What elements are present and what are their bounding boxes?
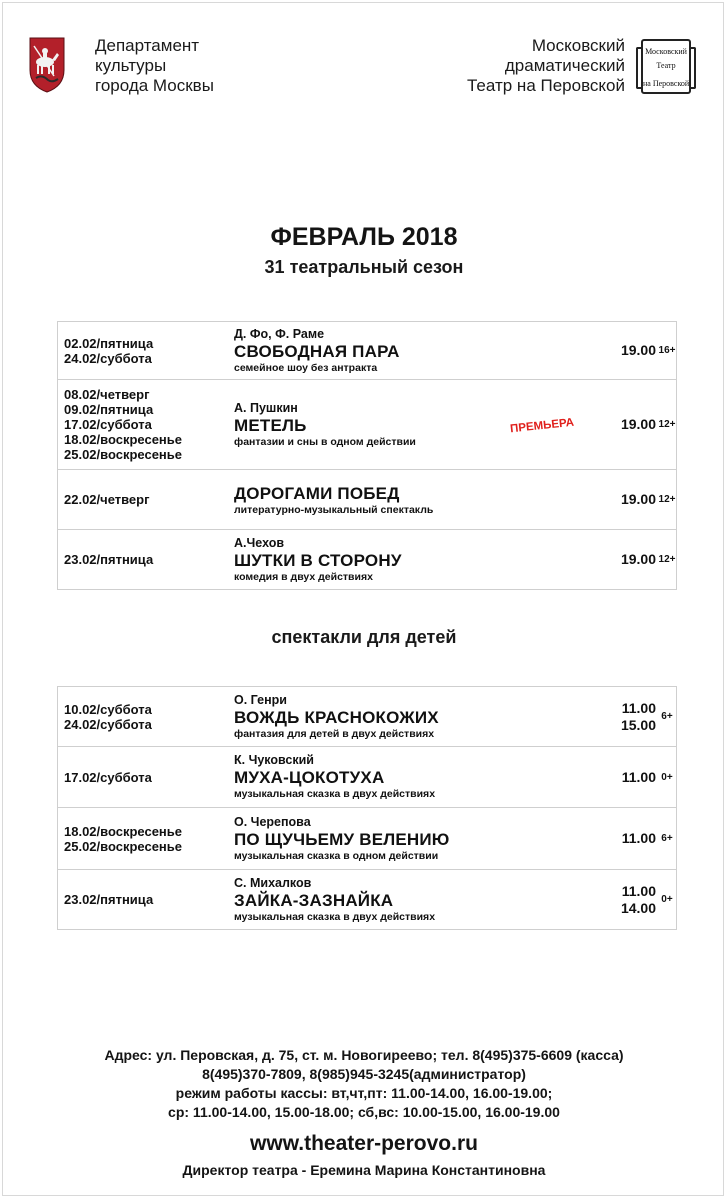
theatre-logo-line: на Перовской xyxy=(643,79,690,88)
kids-shows-table xyxy=(57,686,677,930)
show-author: А.Чехов xyxy=(234,535,285,550)
show-dates: 18.02/воскресенье 25.02/воскресенье xyxy=(64,823,183,854)
show-row xyxy=(58,380,676,470)
show-genre: комедия в двух действиях xyxy=(234,570,373,583)
show-row xyxy=(58,322,676,380)
show-time: 11.00 15.00 xyxy=(620,699,656,733)
show-info xyxy=(234,687,564,746)
premiere-badge: ПРЕМЬЕРА xyxy=(509,416,575,436)
show-dates: 23.02/пятница xyxy=(64,552,154,567)
show-title: ШУТКИ В СТОРОНУ xyxy=(234,550,402,570)
show-author: О. Черепова xyxy=(234,814,311,829)
show-title: ВОЖДЬ КРАСНОКОЖИХ xyxy=(234,707,439,727)
show-row xyxy=(58,470,676,530)
box-office-hours: режим работы кассы: вт,чт,пт: 11.00-14.00, 16.00-19.00; xyxy=(175,1085,553,1101)
age-rating: 0+ xyxy=(661,894,673,905)
age-rating: 6+ xyxy=(661,833,673,844)
show-title: СВОБОДНАЯ ПАРА xyxy=(234,341,400,361)
theatre-logo xyxy=(636,34,696,98)
show-row xyxy=(58,870,676,930)
show-genre: литературно-музыкальный спектакль xyxy=(234,503,434,516)
show-author: Д. Фо, Ф. Раме xyxy=(234,326,325,341)
age-rating: 16+ xyxy=(658,345,676,356)
show-dates: 02.02/пятница 24.02/суббота xyxy=(64,335,154,366)
main-shows-table xyxy=(57,321,677,590)
show-genre: музыкальная сказка в двух действиях xyxy=(234,788,436,800)
show-dates: 08.02/четверг 09.02/пятница 17.02/суббота 18.02/воскресенье 25.02/воскресенье xyxy=(64,387,183,462)
show-genre: фантазия для детей в двух действиях xyxy=(234,727,435,740)
box-office-hours: ср: 11.00-14.00, 15.00-18.00; сб,вс: 10.00-15.00, 16.00-19.00 xyxy=(168,1104,560,1120)
show-genre: музыкальная сказка в одном действии xyxy=(234,849,439,862)
age-rating: 12+ xyxy=(658,494,676,505)
show-dates: 23.02/пятница xyxy=(64,892,154,907)
show-author: С. Михалков xyxy=(234,875,312,890)
show-row xyxy=(58,687,676,747)
show-row xyxy=(58,530,676,590)
moscow-coat-of-arms-icon xyxy=(28,36,66,94)
theatre-name: Московский драматический Театр на Перовской xyxy=(467,36,625,95)
page-border xyxy=(2,2,724,1196)
show-time: 19.00 xyxy=(620,416,656,432)
department-name: Департамент культуры города Москвы xyxy=(95,36,214,95)
show-info xyxy=(234,322,564,379)
address: Адрес: ул. Перовская, д. 75, ст. м. Новогиреево; тел. 8(495)375-6609 (касса) xyxy=(104,1047,624,1063)
show-dates: 17.02/суббота xyxy=(64,769,152,785)
show-time: 19.00 xyxy=(620,342,656,358)
season-title: 31 театральный сезон xyxy=(264,257,464,277)
director: Директор театра - Еремина Марина Константиновна xyxy=(182,1162,546,1178)
footer-info xyxy=(0,1046,728,1122)
show-author: А. Пушкин xyxy=(234,400,298,415)
show-info xyxy=(234,870,564,929)
show-title: МУХА-ЦОКОТУХА xyxy=(234,768,385,787)
show-time: 11.00 14.00 xyxy=(620,882,656,916)
show-title: МЕТЕЛЬ xyxy=(234,415,307,435)
show-title: ДОРОГАМИ ПОБЕД xyxy=(234,483,400,503)
show-dates: 10.02/суббота 24.02/суббота xyxy=(64,701,152,732)
phones: 8(495)370-7809, 8(985)945-3245(администратор) xyxy=(202,1066,526,1082)
show-info xyxy=(234,470,564,529)
show-time: 11.00 xyxy=(621,830,656,846)
age-rating: 6+ xyxy=(661,711,673,722)
theatre-logo-line: Театр xyxy=(656,61,676,70)
age-rating: 12+ xyxy=(658,554,676,565)
age-rating: 0+ xyxy=(661,771,673,783)
show-time: 11.00 xyxy=(621,768,656,785)
theatre-logo-line: Московский xyxy=(645,47,687,56)
show-info xyxy=(234,530,564,589)
show-genre: музыкальная сказка в двух действиях xyxy=(234,910,436,923)
show-info xyxy=(234,747,564,807)
show-author: О. Генри xyxy=(234,692,287,707)
show-time: 19.00 xyxy=(620,551,656,567)
show-title: ЗАЙКА-ЗАЗНАЙКА xyxy=(234,890,394,910)
website-link[interactable]: www.theater-perovo.ru xyxy=(250,1132,478,1155)
kids-section-title: спектакли для детей xyxy=(271,627,457,647)
show-row xyxy=(58,747,676,808)
show-title: ПО ЩУЧЬЕМУ ВЕЛЕНИЮ xyxy=(234,829,450,849)
show-dates: 22.02/четверг xyxy=(64,492,150,507)
show-author: К. Чуковский xyxy=(234,753,314,767)
age-rating: 12+ xyxy=(658,419,676,430)
show-genre: фантазии и сны в одном действии xyxy=(234,435,416,448)
show-genre: семейное шоу без антракта xyxy=(234,361,378,374)
show-info xyxy=(234,808,564,869)
show-row xyxy=(58,808,676,870)
month-title: ФЕВРАЛЬ 2018 xyxy=(270,223,458,251)
show-time: 19.00 xyxy=(620,491,656,507)
